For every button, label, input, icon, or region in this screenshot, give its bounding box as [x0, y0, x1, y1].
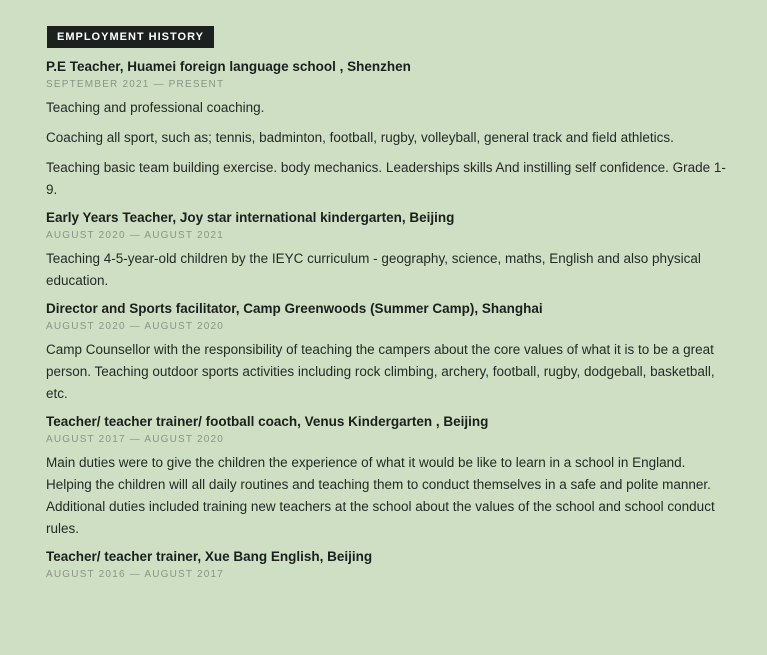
- job-title: P.E Teacher, Huamei foreign language school , Shenzhen: [46, 59, 411, 74]
- job-title: Teacher/ teacher trainer/ football coach, Venus Kindergarten , Beijing: [46, 414, 489, 429]
- employment-list: [46, 58, 726, 587]
- job-description: Teaching basic team building exercise. body mechanics. Leaderships skills And instilling self confidence. Grade 1-9.: [46, 160, 726, 197]
- job-title: Director and Sports facilitator, Camp Greenwoods (Summer Camp), Shanghai: [46, 301, 543, 316]
- job-entry: [46, 209, 726, 292]
- job-description: Teaching and professional coaching.: [46, 100, 265, 115]
- job-entry: [46, 548, 726, 582]
- job-entry: [46, 300, 726, 405]
- job-title: Teacher/ teacher trainer, Xue Bang English, Beijing: [46, 549, 373, 564]
- job-description: Camp Counsellor with the responsibility of teaching the campers about the core values of what it is to be a great person. Teaching outdoor sports activities including rock climbing, archery, football, rugby, dodgeball, basketball, etc.: [46, 342, 715, 401]
- job-entry: [46, 58, 726, 201]
- section-title: EMPLOYMENT HISTORY: [47, 26, 214, 48]
- job-title: Early Years Teacher, Joy star international kindergarten, Beijing: [46, 210, 455, 225]
- job-entry: [46, 413, 726, 540]
- job-dates: SEPTEMBER 2021 — PRESENT: [46, 79, 225, 90]
- job-dates: AUGUST 2016 — AUGUST 2017: [46, 569, 225, 580]
- job-description: Main duties were to give the children the experience of what it would be like to learn in a school in England. Helping the children will all daily routines and teaching them to conduct themselves in a safe and polite manner. Additional duties included training new teachers at the school about the values of the school and school conduct rules.: [46, 455, 715, 536]
- job-dates: AUGUST 2020 — AUGUST 2020: [46, 321, 225, 332]
- job-description: Teaching 4-5-year-old children by the IEYC curriculum - geography, science, maths, English and also physical education.: [46, 251, 701, 288]
- job-description: Coaching all sport, such as; tennis, badminton, football, rugby, volleyball, general track and field athletics.: [46, 130, 674, 145]
- job-dates: AUGUST 2017 — AUGUST 2020: [46, 434, 225, 445]
- job-dates: AUGUST 2020 — AUGUST 2021: [46, 230, 225, 241]
